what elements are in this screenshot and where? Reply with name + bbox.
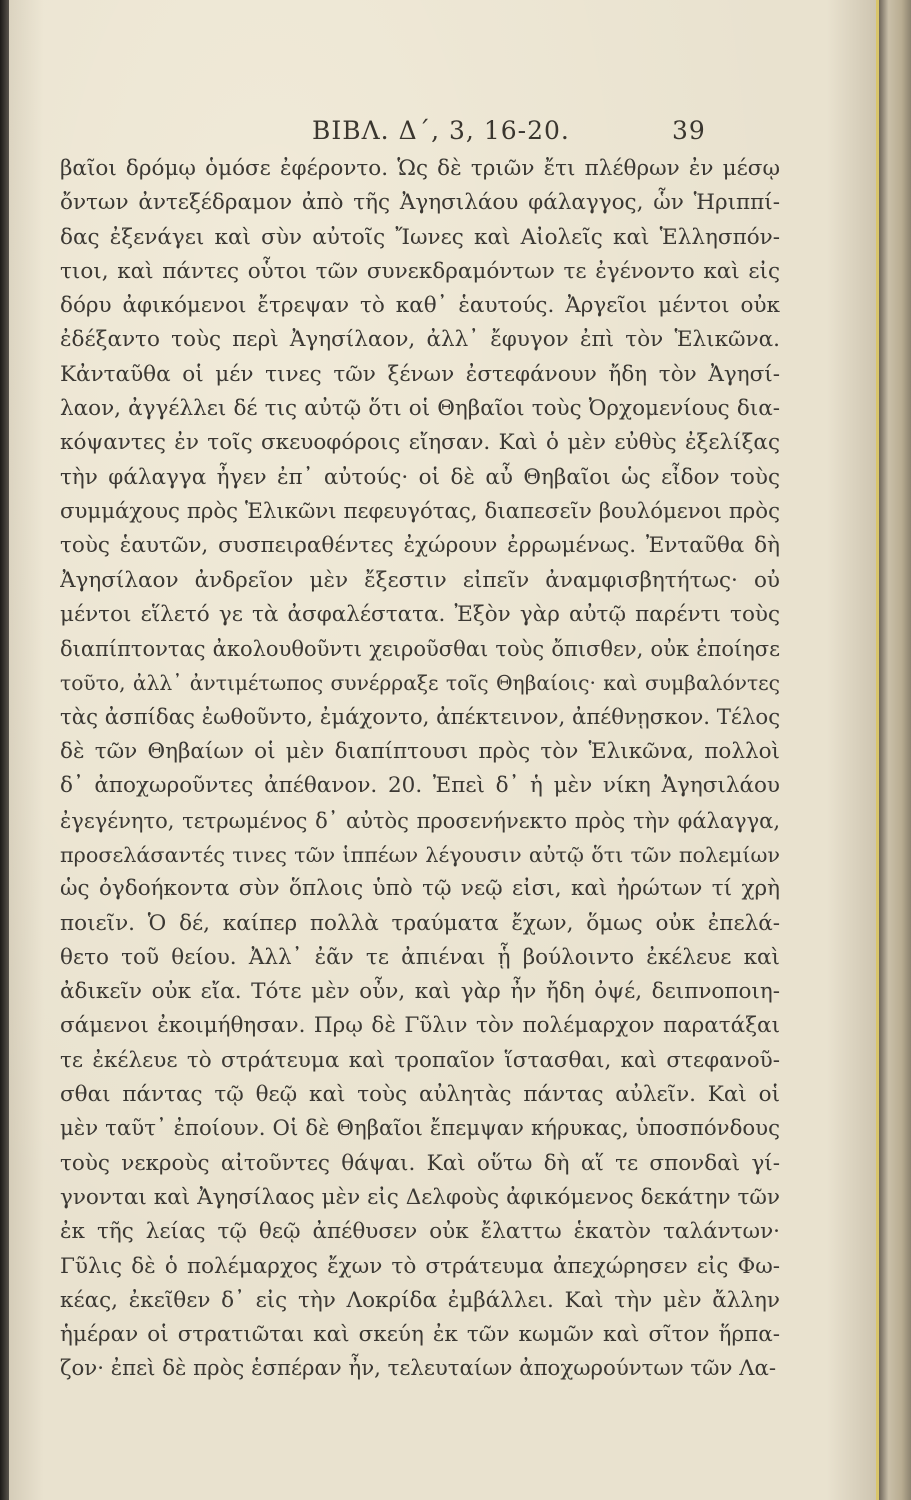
text-line: γνονται καὶ Ἀγησίλαος μὲν εἰς Δελφοὺς ἀφικόμενος δεκάτην τῶν: [60, 1184, 780, 1210]
text-line: προσελάσαντές τινες τῶν ἱππέων λέγουσιν αὐτῷ ὅτι τῶν πολεμίων: [60, 842, 780, 867]
text-line: τε ἐκέλευε τὸ στράτευμα καὶ τροπαῖον ἵστασθαι, καὶ στεφανοῦ-: [60, 1047, 780, 1073]
page-number: 39: [672, 116, 706, 145]
text-line: βαῖοι δρόμῳ ὁμόσε ἐφέροντο. Ὡς δὲ τριῶν ἔτι πλέθρων ἐν μέσῳ: [60, 156, 780, 181]
text-line: σάμενοι ἐκοιμήθησαν. Πρῳ δὲ Γῦλιν τὸν πολέμαρχον παρατάξαι: [60, 1013, 780, 1039]
text-line: τιοι, καὶ πάντες οὗτοι τῶν συνεκδραμόντων τε ἐγένοντο καὶ εἰς: [60, 258, 780, 284]
text-line: σθαι πάντας τῷ θεῷ καὶ τοὺς αὐλητὰς πάντας αὐλεῖν. Καὶ οἱ: [60, 1082, 780, 1108]
text-line: ὡς ὀγδοήκοντα σὺν ὅπλοις ὑπὸ τῷ νεῷ εἰσι, καὶ ἠρώτων τί χρὴ: [60, 876, 780, 902]
text-line: δας ἐξενάγει καὶ σὺν αὐτοῖς Ἴωνες καὶ Αἰολεῖς καὶ Ἑλλησπόν-: [60, 224, 780, 250]
text-line: μέντοι εἵλετό γε τὰ ἀσφαλέστατα. Ἐξὸν γὰρ αὐτῷ παρέντι τοὺς: [60, 601, 780, 627]
text-line: τὴν φάλαγγα ἦγεν ἐπ᾽ αὐτούς· οἱ δὲ αὖ Θηβαῖοι ὡς εἶδον τοὺς: [60, 464, 780, 490]
text-line: διαπίπτοντας ἀκολουθοῦντι χειροῦσθαι τοὺς ὄπισθεν, οὐκ ἐποίησε: [60, 637, 780, 662]
text-line: ἀδικεῖν οὐκ εἴα. Τότε μὲν οὖν, καὶ γὰρ ἦν ἤδη ὀψέ, δειπνοποιη-: [60, 979, 780, 1005]
text-line: δόρυ ἀφικόμενοι ἔτρεψαν τὸ καθ᾽ ἑαυτούς. Ἀργεῖοι μέντοι οὐκ: [60, 293, 780, 319]
text-line: τοὺς νεκροὺς αἰτοῦντες θάψαι. Καὶ οὕτω δὴ αἵ τε σπονδαὶ γί-: [60, 1150, 780, 1176]
text-line: μὲν ταῦτ᾽ ἐποίουν. Οἱ δὲ Θηβαῖοι ἔπεμψαν κήρυκας, ὑποσπόνδους: [60, 1116, 780, 1142]
text-line: τοὺς ἑαυτῶν, συσπειραθέντες ἐχώρουν ἐρρωμένως. Ἐνταῦθα δὴ: [60, 533, 780, 559]
text-line: ὄντων ἀντεξέδραμον ἀπὸ τῆς Ἀγησιλάου φάλαγγος, ὧν Ἡριππί-: [60, 190, 780, 216]
text-line: τὰς ἀσπίδας ἐωθοῦντο, ἐμάχοντο, ἀπέκτεινον, ἀπέθνῃσκον. Τέλος: [60, 704, 780, 730]
text-line: συμμάχους πρὸς Ἑλικῶνι πεφευγότας, διαπεσεῖν βουλόμενοι πρὸς: [60, 498, 780, 524]
text-line: κέας, ἐκεῖθεν δ᾽ εἰς τὴν Λοκρίδα ἐμβάλλει. Καὶ τὴν μὲν ἄλλην: [60, 1287, 780, 1313]
text-line: ζον· ἐπεὶ δὲ πρὸς ἑσπέραν ἦν, τελευταίων ἀποχωρούντων τῶν Λα-: [60, 1356, 777, 1382]
text-line: λαον, ἀγγέλλει δέ τις αὐτῷ ὅτι οἱ Θηβαῖοι τοὺς Ὀρχομενίους δια-: [60, 396, 780, 422]
text-line: θετο τοῦ θείου. Ἀλλ᾽ ἐᾶν τε ἀπιέναι ᾗ βούλοιντο ἐκέλευε καὶ: [60, 944, 780, 970]
text-line: κόψαντες ἐν τοῖς σκευοφόροις εἴησαν. Καὶ ὁ μὲν εὐθὺς ἐξελίξας: [60, 430, 780, 456]
text-line: ἐδέξαντο τοὺς περὶ Ἀγησίλαον, ἀλλ᾽ ἔφυγον ἐπὶ τὸν Ἑλικῶνα.: [60, 327, 780, 353]
book-page: [9, 0, 879, 1500]
text-line: τοῦτο, ἀλλ᾽ ἀντιμέτωπος συνέρραξε τοῖς Θηβαίοις· καὶ συμβαλόντες: [60, 671, 780, 696]
text-line: Ἀγησίλαον ἀνδρεῖον μὲν ἔξεστιν εἰπεῖν ἀναμφισβητήτως· οὐ: [60, 567, 780, 593]
text-line: Κἀνταῦθα οἱ μέν τινες τῶν ξένων ἐστεφάνουν ἤδη τὸν Ἀγησί-: [60, 361, 780, 387]
adjacent-page-edge: [879, 0, 911, 1500]
text-line: ἡμέραν οἱ στρατιῶται καὶ σκεύη ἐκ τῶν κωμῶν καὶ σῖτον ἥρπα-: [60, 1322, 780, 1348]
text-line: ἐκ τῆς λείας τῷ θεῷ ἀπέθυσεν οὐκ ἔλαττω ἑκατὸν ταλάντων·: [60, 1219, 780, 1245]
text-line: δ᾽ ἀποχωροῦντες ἀπέθανον. 20. Ἐπεὶ δ᾽ ἡ μὲν νίκη Ἀγησιλάου: [60, 773, 780, 799]
text-line: Γῦλις δὲ ὁ πολέμαρχος ἔχων τὸ στράτευμα ἀπεχώρησεν εἰς Φω-: [60, 1253, 780, 1279]
text-line: ἐγεγένητο, τετρωμένος δ᾽ αὐτὸς προσενήνεκτο πρὸς τὴν φάλαγγα,: [60, 808, 780, 833]
text-line: ποιεῖν. Ὁ δέ, καίπερ πολλὰ τραύματα ἔχων, ὅμως οὐκ ἐπελά-: [60, 910, 780, 936]
text-line: δὲ τῶν Θηβαίων οἱ μὲν διαπίπτουσι πρὸς τὸν Ἑλικῶνα, πολλοὶ: [60, 739, 780, 765]
binding-shadow: [0, 0, 9, 1500]
page-header: [9, 112, 879, 152]
running-head: ΒΙΒΛ. Δ΄, 3, 16-20.: [312, 116, 570, 145]
greek-text-body: [60, 152, 780, 1387]
